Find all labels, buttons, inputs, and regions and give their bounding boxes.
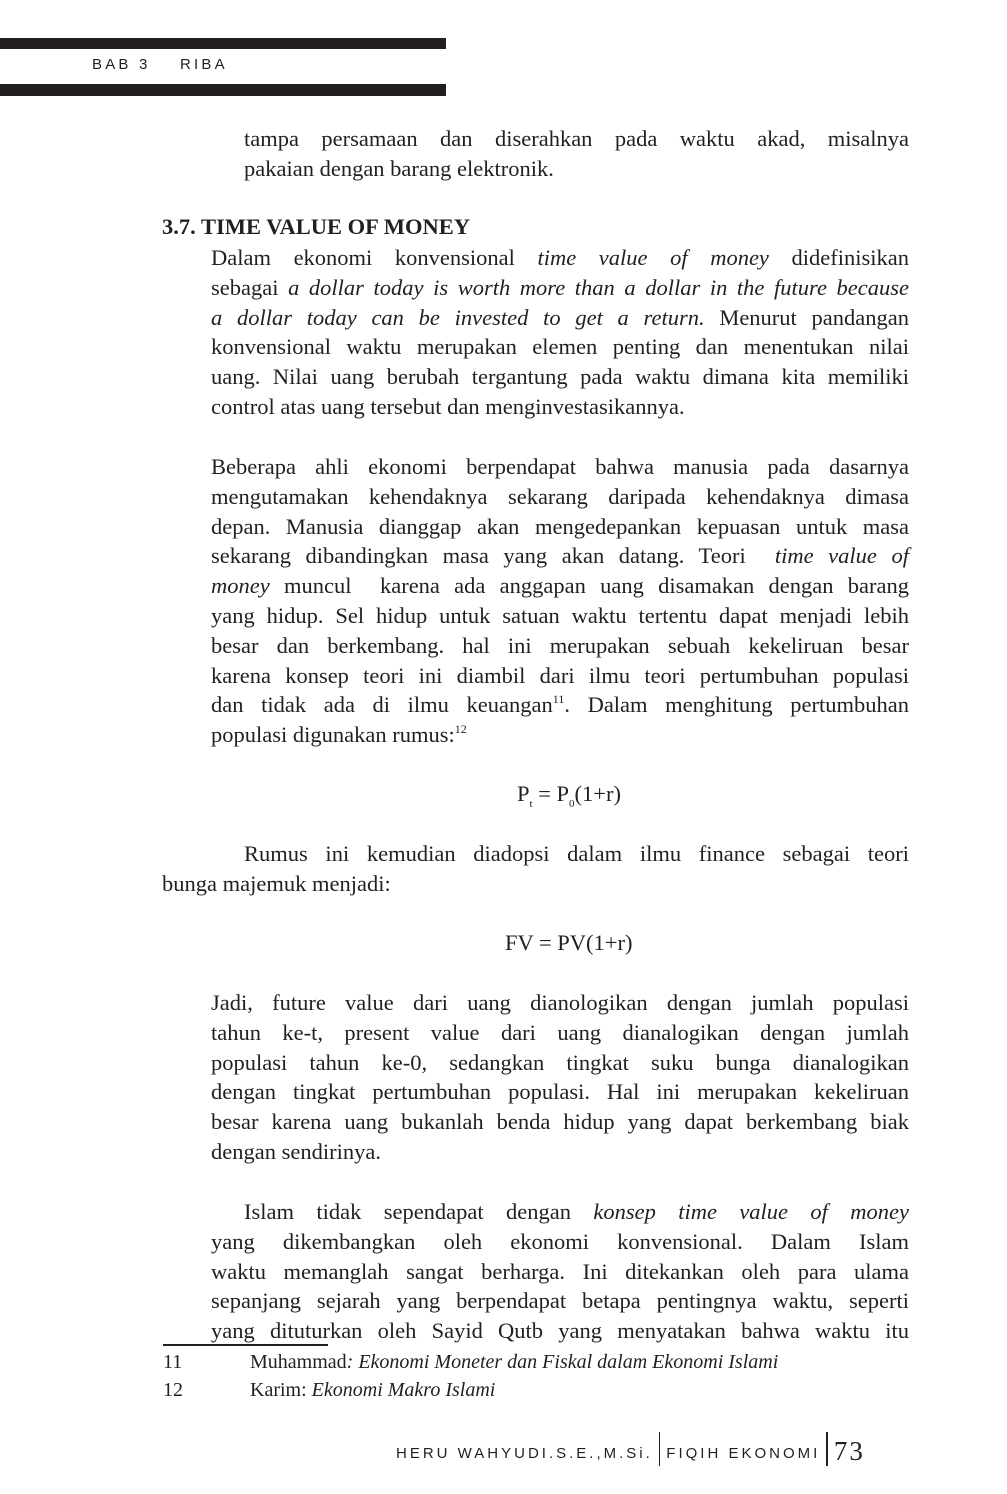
- text-line: bunga majemuk menjadi:: [162, 870, 391, 896]
- paragraph-definition: [211, 243, 909, 422]
- text-line: konvensional waktu merupakan elemen penting dan menentukan nilai: [211, 334, 909, 360]
- italic-term: time value of money: [537, 245, 769, 270]
- footer-divider: [826, 1432, 828, 1466]
- footnote-title: Ekonomi Makro Islami: [311, 1379, 496, 1401]
- intro-paragraph: [244, 124, 909, 184]
- text-line: dan tidak ada di ilmu keuangan$^{11}$. Dalam menghitung pertumbuhan: [211, 692, 909, 718]
- italic-term: money: [211, 573, 270, 599]
- italic-quote: a dollar today is worth more than a dollar in the future because: [288, 274, 909, 300]
- text-line: tahun ke-t, present value dari uang dianalogikan dengan jumlah: [211, 1019, 909, 1045]
- text-line: Rumus ini kemudian diadopsi dalam ilmu finance sebagai teori: [244, 841, 909, 866]
- formula-future-value: FV = PV(1+r): [505, 930, 633, 955]
- text-line: mengutamakan kehendaknya sekarang daripada kehendaknya dimasa: [211, 483, 909, 509]
- footnote-12: 12 Karim: Ekonomi Makro Islami: [163, 1377, 495, 1404]
- text-line: tampa persamaan dan diserahkan pada waktu akad, misalnya: [244, 126, 909, 151]
- text-line: karena konsep teori ini diambil dari ilmu teori pertumbuhan populasi: [211, 662, 909, 688]
- header-rule-top: [0, 38, 446, 49]
- running-head: BAB 3 RIBA: [92, 56, 228, 73]
- text-line: Beberapa ahli ekonomi berpendapat bahwa manusia pada dasarnya: [211, 454, 909, 479]
- page-footer: [396, 1432, 865, 1466]
- paragraph-islam-view: [211, 1197, 909, 1346]
- text-line: money muncul karena ada anggapan uang disamakan dengan barang: [211, 573, 909, 599]
- footnote-rule: [163, 1344, 328, 1346]
- footnote-author: Karim: [250, 1379, 302, 1401]
- footer-author: HERU WAHYUDI.S.E.,M.Si.: [396, 1445, 653, 1462]
- text-line: sekarang dibandingkan masa yang akan datang. Teori time value of: [211, 543, 909, 569]
- text-line: yang hidup. Sel hidup untuk satuan waktu tertentu dapat menjadi lebih: [211, 602, 909, 628]
- text-line: besar dan berkembang. hal ini merupakan sebuah kekeliruan besar: [211, 632, 909, 658]
- italic-term: konsep time value of money: [593, 1199, 910, 1224]
- footnote-number: 12: [163, 1379, 183, 1401]
- header-rule-bottom: [0, 84, 446, 96]
- footnote-ref[interactable]: 11: [552, 692, 565, 707]
- footnote-title: Ekonomi Moneter dan Fiskal dalam Ekonomi Islami: [358, 1351, 779, 1373]
- text-line: control atas uang tersebut dan menginvestasikannya.: [211, 393, 685, 419]
- footer-divider: [659, 1432, 661, 1466]
- text-line: Islam tidak sependapat dengan konsep time value of money: [244, 1199, 910, 1224]
- paragraph-economists: [211, 452, 909, 750]
- footer-book-title: FIQIH EKONOMI: [666, 1445, 821, 1462]
- text-line: Jadi, future value dari uang dianologikan dengan jumlah populasi: [211, 990, 909, 1015]
- formula-population-growth: $P_t = P_0(1+r)$: [517, 781, 621, 810]
- footnote-11: 11 Muhammad: Ekonomi Moneter dan Fiskal dalam Ekonomi Islami: [163, 1349, 778, 1376]
- page-number: 73: [833, 1436, 865, 1466]
- section-heading: 3.7. TIME VALUE OF MONEY: [162, 214, 470, 239]
- text-line: besar karena uang bukanlah benda hidup yang dapat berkembang biak: [211, 1109, 909, 1135]
- italic-term: time value of: [774, 543, 909, 569]
- text-line: yang dikembangkan oleh ekonomi konvensional. Dalam Islam: [211, 1228, 909, 1254]
- paragraph-analogy: [211, 988, 909, 1167]
- italic-quote: a dollar today can be invested to get a return.: [211, 304, 705, 330]
- text-line: Dalam ekonomi konvensional time value of money didefinisikan: [211, 245, 910, 270]
- text-line: a dollar today can be invested to get a return. Menurut pandangan: [211, 304, 909, 330]
- footnote-author: Muhammad: [250, 1351, 347, 1373]
- paragraph-compound-interest: [162, 839, 909, 899]
- text-line: depan. Manusia dianggap akan mengedepankan kepuasan untuk masa: [211, 513, 909, 539]
- text-line: dengan tingkat pertumbuhan populasi. Hal ini merupakan kekeliruan: [211, 1079, 909, 1105]
- text-line: dengan sendirinya.: [211, 1138, 381, 1164]
- footnote-number: 11: [163, 1351, 183, 1373]
- text-line: uang. Nilai uang berubah tergantung pada waktu dimana kita memiliki: [211, 364, 909, 390]
- text-line: populasi digunakan rumus:$^{12}$: [211, 722, 467, 748]
- footnote-ref[interactable]: 12: [454, 722, 467, 737]
- text-line: waktu memanglah sangat berharga. Ini ditekankan oleh para ulama: [211, 1258, 909, 1284]
- text-line: pakaian dengan barang elektronik.: [244, 155, 554, 181]
- text-line: sebagai a dollar today is worth more than a dollar in the future because: [211, 274, 909, 300]
- text-line: sepanjang sejarah yang berpendapat betapa pentingnya waktu, seperti: [211, 1288, 909, 1314]
- text-line: populasi tahun ke-0, sedangkan tingkat suku bunga dianalogikan: [211, 1049, 909, 1075]
- text-line: yang dituturkan oleh Sayid Qutb yang menyatakan bahwa waktu itu: [211, 1318, 909, 1344]
